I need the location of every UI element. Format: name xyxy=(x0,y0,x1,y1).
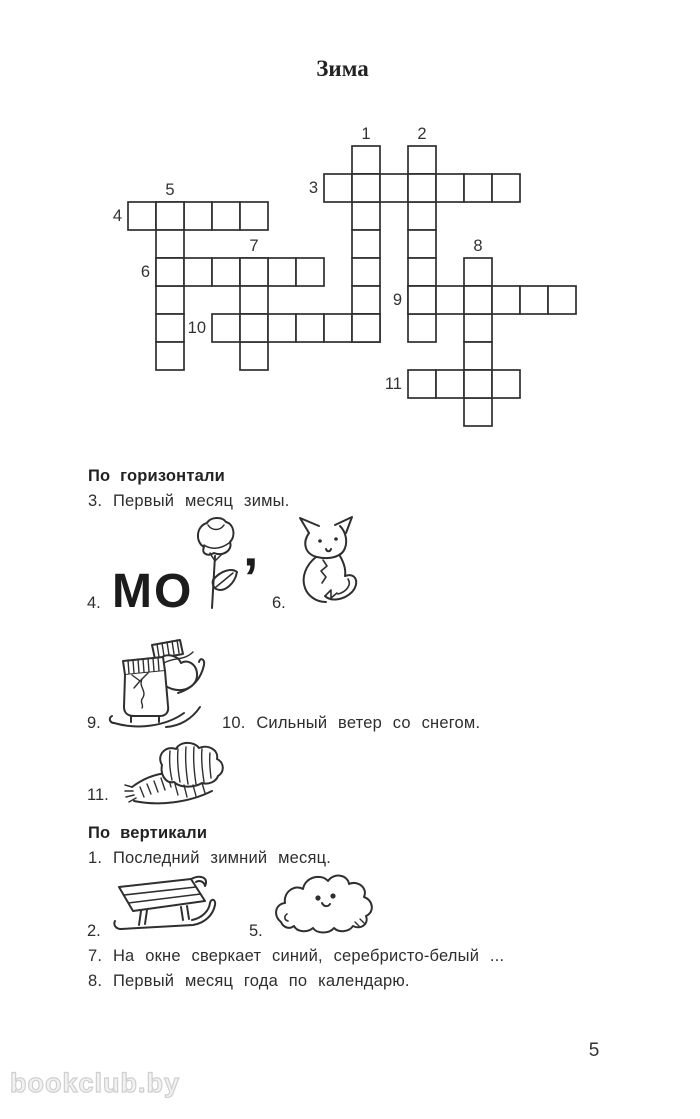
grid-number-8: 8 xyxy=(473,237,483,255)
watermark: bookclub.by xyxy=(10,1068,181,1098)
clue-10-across: 10. Сильный ветер со снегом. xyxy=(222,714,481,732)
cloud-icon xyxy=(271,870,381,947)
page-number: 5 xyxy=(588,1040,600,1061)
down-heading: По вертикали xyxy=(88,824,208,842)
rose-icon xyxy=(189,516,241,617)
grid-number-1: 1 xyxy=(361,125,371,143)
grid-number-7: 7 xyxy=(249,237,259,255)
rebus-letters: МО xyxy=(112,565,194,618)
grid-number-9: 9 xyxy=(392,291,402,309)
grid-number-10: 10 xyxy=(187,319,206,337)
clue-8-down: 8. Первый месяц года по календарю. xyxy=(88,972,410,990)
clue-5-number: 5. xyxy=(249,922,263,940)
page-title: Зима xyxy=(316,56,369,81)
rebus-apostrophe: ’ xyxy=(243,546,259,609)
grid-number-4: 4 xyxy=(112,207,122,225)
fox-icon xyxy=(296,515,358,616)
clue-11-number: 11. xyxy=(87,786,109,804)
across-heading: По горизонтали xyxy=(88,467,225,485)
clue-3-across: 3. Первый месяц зимы. xyxy=(88,492,290,510)
clue-9-number: 9. xyxy=(87,714,101,732)
grid-number-3: 3 xyxy=(308,179,318,197)
clue-2-number: 2. xyxy=(87,922,101,940)
grid-number-11: 11 xyxy=(384,375,402,393)
clue-4-number: 4. xyxy=(87,594,101,612)
grid-number-5: 5 xyxy=(165,181,175,199)
clue-7-down: 7. На окне сверкает синий, серебристо-белый ... xyxy=(88,947,505,965)
scarf-icon xyxy=(120,741,238,814)
clue-1-down: 1. Последний зимний месяц. xyxy=(88,849,332,867)
skates-icon xyxy=(104,631,214,736)
sled-icon xyxy=(103,873,227,948)
clue-6-number: 6. xyxy=(272,594,286,612)
crossword-grid-numbers xyxy=(0,0,700,440)
grid-number-2: 2 xyxy=(417,125,427,143)
grid-number-6: 6 xyxy=(140,263,150,281)
